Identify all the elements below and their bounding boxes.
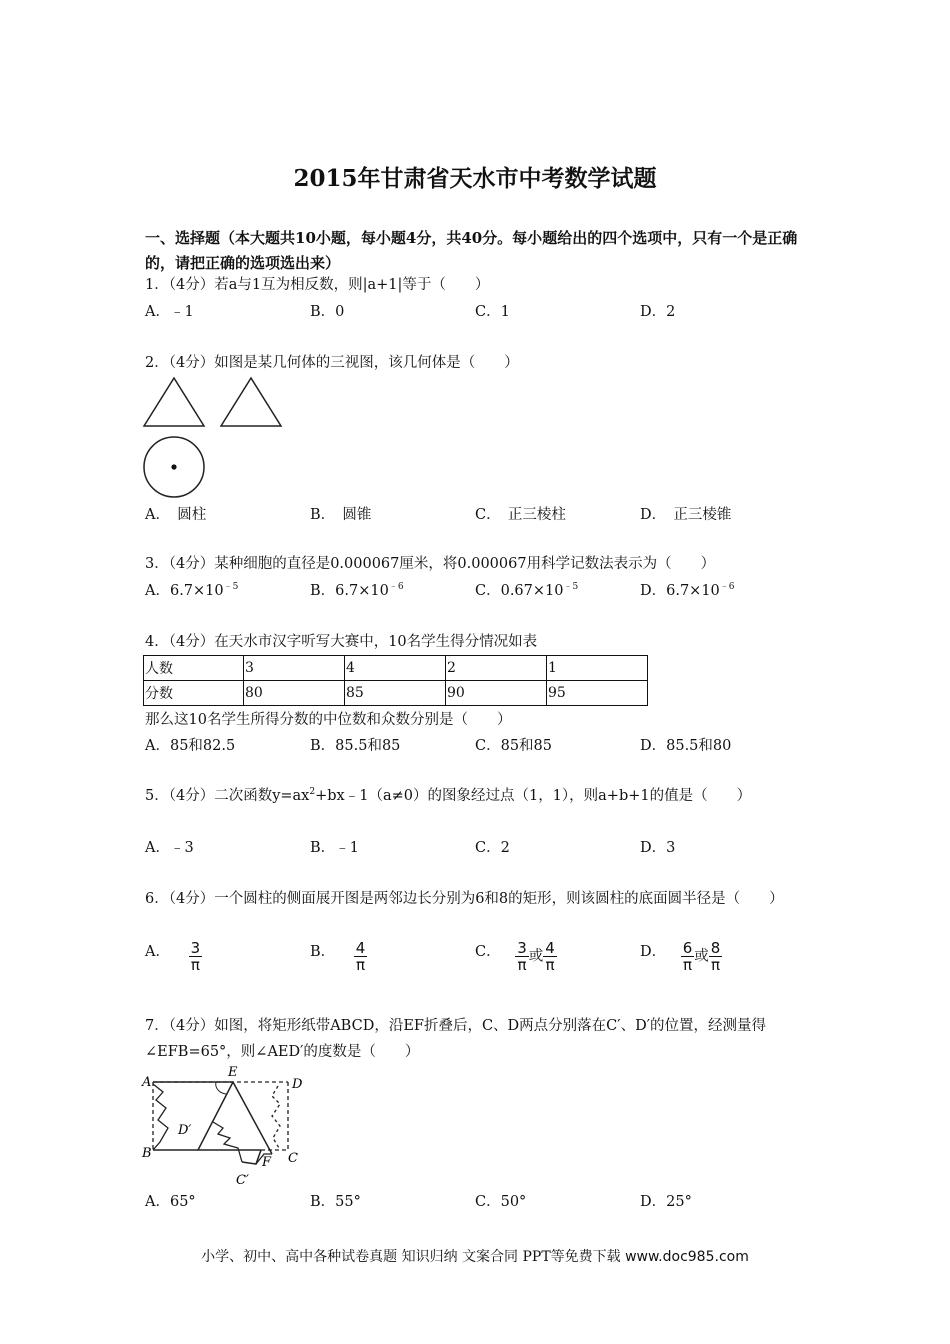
- fraction-denominator: π: [683, 956, 693, 974]
- table-cell: 4: [345, 656, 446, 681]
- q6-option-a-fraction: [189, 940, 203, 973]
- label-a: A: [142, 1075, 152, 1090]
- table-cell: 3: [244, 656, 345, 681]
- q3-option-b[interactable]: [310, 579, 404, 603]
- q3-option-d-base: D．6.7×10: [640, 583, 720, 599]
- q1-option-b[interactable]: B．0: [310, 304, 345, 320]
- q5-option-d[interactable]: D．3: [640, 840, 676, 856]
- q3-option-b-exponent: ﹣6: [388, 582, 404, 592]
- q3-option-c-base: C．0.67×10: [475, 583, 564, 599]
- q1-option-a[interactable]: A．﹣1: [145, 304, 194, 320]
- fraction-denominator: π: [517, 956, 527, 974]
- q6-option-c[interactable]: [475, 940, 557, 973]
- q6-option-d-fraction-1: [681, 940, 695, 973]
- page-footer: [0, 1246, 950, 1266]
- question-7-stem: 7．（4分）如图，将矩形纸带ABCD，沿EF折叠后，C、D两点分别落在C′、D′的位置，经测量得∠EFB=65°，则∠AED′的度数是（ ）: [145, 1018, 766, 1060]
- front-view-triangle: [144, 378, 204, 426]
- q3-option-d-exponent: ﹣6: [719, 582, 735, 592]
- q6-option-a-label: A．: [145, 944, 170, 960]
- table-cell: 分数: [144, 681, 244, 706]
- question-1-stem: 1．（4分）若a与1互为相反数，则|a+1|等于（ ）: [145, 277, 490, 293]
- q5-option-c[interactable]: C．2: [475, 840, 510, 856]
- fraction-numerator: 4: [545, 939, 555, 957]
- q4-option-d[interactable]: D．85.5和80: [640, 738, 732, 754]
- question-4-stem: 4．（4分）在天水市汉字听写大赛中，10名学生得分情况如表: [145, 634, 538, 650]
- label-b: B: [142, 1146, 152, 1161]
- q3-option-d[interactable]: [640, 579, 735, 603]
- table-cell: 人数: [144, 656, 244, 681]
- q1-option-c[interactable]: C．1: [475, 304, 510, 320]
- fraction-numerator: 6: [682, 939, 693, 957]
- table-cell: 1: [547, 656, 648, 681]
- q5-stem-part-a: 5．（4分）二次函数y=ax: [145, 788, 310, 804]
- q6-option-a[interactable]: [145, 940, 202, 973]
- question-6-stem: 6．（4分）一个圆柱的侧面展开图是两邻边长分别为6和8的矩形，则该圆柱的底面圆半径是（ ）: [145, 891, 784, 907]
- q6-option-b-fraction: [354, 940, 368, 973]
- footer-text: 小学、初中、高中各种试卷真题 知识归纳 文案合同 PPT等免费下载: [201, 1249, 621, 1265]
- section-heading: 一、选择题（本大题共10小题，每小题4分，共40分。每小题给出的四个选项中，只有一个是正确的，请把正确的选项选出来）: [145, 229, 798, 272]
- q4-option-a[interactable]: A．85和82.5: [145, 738, 236, 754]
- q2-option-d[interactable]: D． 正三棱锥: [640, 507, 732, 523]
- label-d: D: [292, 1077, 303, 1092]
- label-f: F: [262, 1155, 272, 1170]
- fraction-numerator: 8: [710, 939, 721, 957]
- q4-option-b[interactable]: B．85.5和85: [310, 738, 401, 754]
- q7-option-c[interactable]: C．50°: [475, 1194, 527, 1210]
- label-c-prime: C′: [236, 1173, 249, 1188]
- q5-option-b[interactable]: B．﹣1: [310, 840, 359, 856]
- fraction-denominator: π: [190, 956, 200, 974]
- q2-option-c[interactable]: C． 正三棱柱: [475, 507, 566, 523]
- three-view-figure: [140, 372, 290, 502]
- table-cell: 80: [244, 681, 345, 706]
- page-title: 2015年甘肃省天水市中考数学试题: [293, 165, 657, 192]
- q2-option-a[interactable]: A． 圆柱: [145, 507, 207, 523]
- question-5-stem: [145, 783, 805, 809]
- q6-option-c-or: 或: [528, 948, 544, 965]
- q3-option-a-base: A．6.7×10: [145, 583, 224, 599]
- q6-option-d-fraction-2: [709, 940, 723, 973]
- q4-option-c[interactable]: C．85和85: [475, 738, 552, 754]
- q1-option-d[interactable]: D．2: [640, 304, 676, 320]
- q2-option-b[interactable]: B． 圆锥: [310, 507, 372, 523]
- question-3-stem: 3．（4分）某种细胞的直径是0.000067厘米，将0.000067用科学记数法表示为（ ）: [145, 556, 716, 572]
- side-view-triangle: [221, 378, 281, 426]
- table-cell: 85: [345, 681, 446, 706]
- fraction-denominator: π: [711, 956, 721, 974]
- question-4-stem-continued: 那么这10名学生所得分数的中位数和众数分别是（ ）: [145, 712, 512, 728]
- q3-option-c-exponent: ﹣5: [563, 582, 579, 592]
- label-c: C: [288, 1151, 298, 1166]
- table-cell: 90: [446, 681, 547, 706]
- q5-option-a[interactable]: A．﹣3: [145, 840, 194, 856]
- q5-stem-part-b: +bx﹣1（a≠0）的图象经过点（1，1），则a+b+1的值是（ ）: [315, 788, 752, 804]
- q6-option-c-fraction-1: [515, 940, 529, 973]
- table-cell: 95: [547, 681, 648, 706]
- top-view-center-dot: [171, 464, 176, 469]
- table-cell: 2: [446, 656, 547, 681]
- folded-paper-figure: [138, 1062, 318, 1192]
- fraction-denominator: π: [545, 956, 555, 974]
- label-e: E: [228, 1065, 238, 1080]
- q3-option-a[interactable]: [145, 579, 238, 603]
- fraction-denominator: π: [356, 956, 366, 974]
- fraction-numerator: 3: [190, 939, 201, 957]
- q6-option-c-label: C．: [475, 944, 501, 960]
- q3-option-c[interactable]: [475, 579, 578, 603]
- table-row: [144, 681, 648, 706]
- q3-option-b-base: B．6.7×10: [310, 583, 389, 599]
- question-2-stem: 2．（4分）如图是某几何体的三视图，该几何体是（ ）: [145, 355, 519, 371]
- fraction-numerator: 3: [517, 939, 527, 957]
- q6-option-b-label: B．: [310, 944, 336, 960]
- footer-url[interactable]: www.doc985.com: [625, 1249, 749, 1265]
- q6-option-b[interactable]: [310, 940, 367, 973]
- q6-option-d-label: D．: [640, 944, 667, 960]
- fraction-numerator: 4: [355, 939, 366, 957]
- q6-option-d[interactable]: [640, 940, 722, 973]
- q7-option-b[interactable]: B．55°: [310, 1194, 361, 1210]
- label-d-prime: D′: [178, 1123, 192, 1138]
- q3-option-a-exponent: ﹣5: [223, 582, 239, 592]
- q5-stem-exponent: 2: [309, 787, 316, 797]
- table-row: [144, 656, 648, 681]
- q6-option-d-or: 或: [694, 948, 709, 965]
- q7-option-d[interactable]: D．25°: [640, 1194, 692, 1210]
- score-table: [143, 655, 648, 706]
- q7-option-a[interactable]: A．65°: [145, 1194, 196, 1210]
- q6-option-c-fraction-2: [543, 940, 557, 973]
